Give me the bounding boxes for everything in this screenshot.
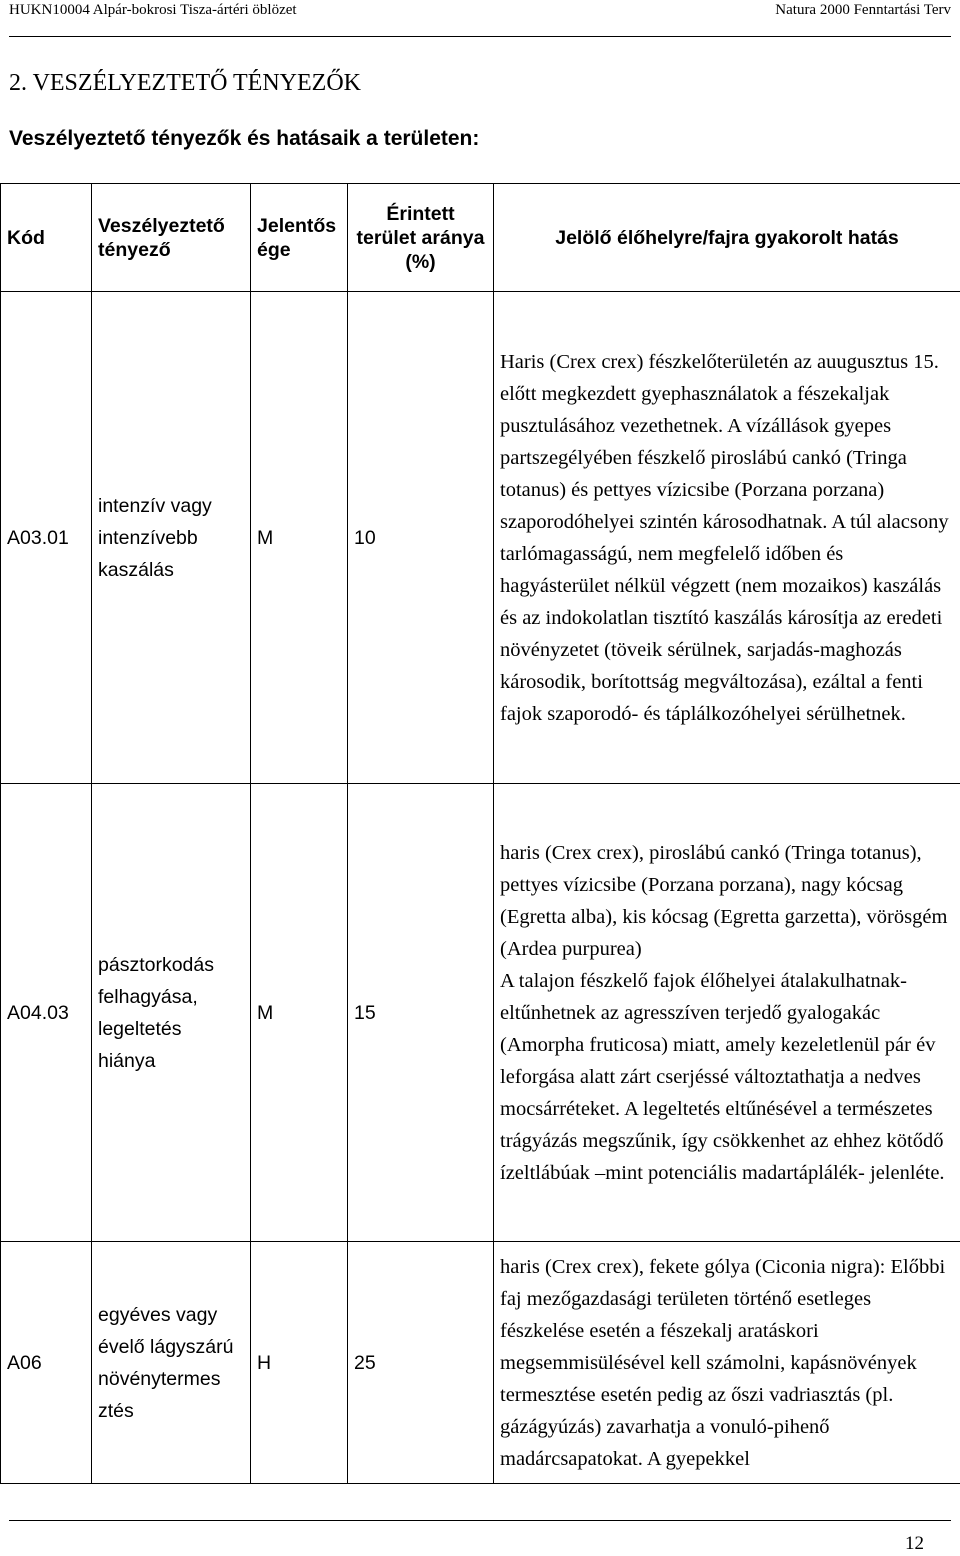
- table-row: [1, 1242, 960, 1484]
- row-factor: pásztorkodás felhagyása, legeltetés hiánya: [92, 784, 251, 1242]
- col-header-significance: Jelentős ége: [251, 184, 348, 292]
- table-row: [1, 784, 960, 1242]
- row-impact: haris (Crex crex), piroslábú cankó (Tringa totanus), pettyes vízicsibe (Porzana porzana), nagy kócsag (Egretta alba), kis kócsag (Egretta garzetta), vörösgém (Ardea purpurea) A talajon fészkelő fajok élőhelyei átalakulhatnak-eltűnhetnek az agresszíven terjedő gyalogakác (Amorpha fruticosa) miatt, amely kezeletlenül pár év leforgása alatt zárt cserjéssé változtathatja a nedves mocsárréteket. A legeltetés eltűnésével a természetes trágyázás megszűnik, így csökkenhet az ehhez kötődő ízeltlábúak –mint potenciális madartáplálék- jelenléte.: [494, 784, 960, 1242]
- section-title: 2. VESZÉLYEZTETŐ TÉNYEZŐK: [9, 70, 361, 96]
- col-header-area: Érintett terület aránya (%): [348, 184, 494, 292]
- header-left-title: HUKN10004 Alpár-bokrosi Tisza-ártéri öblözet: [9, 2, 297, 18]
- section-subtitle: Veszélyeztető tényezők és hatásaik a területen:: [9, 127, 480, 150]
- col-header-code: Kód: [1, 184, 92, 292]
- col-header-impact: Jelölő élőhelyre/fajra gyakorolt hatás: [494, 184, 960, 292]
- row-code: A06: [1, 1242, 92, 1484]
- row-code: A03.01: [1, 292, 92, 784]
- row-factor: intenzív vagy intenzívebb kaszálás: [92, 292, 251, 784]
- row-code: A04.03: [1, 784, 92, 1242]
- table-row: [1, 292, 960, 784]
- row-area: 25: [348, 1242, 494, 1484]
- row-factor: egyéves vagy évelő lágyszárú növénytermes ztés: [92, 1242, 251, 1484]
- header-right-title: Natura 2000 Fenntartási Terv: [775, 2, 951, 18]
- row-area: 15: [348, 784, 494, 1242]
- threats-table: [0, 183, 960, 1484]
- row-impact: haris (Crex crex), fekete gólya (Ciconia nigra): Előbbi faj mezőgazdasági területen történő esetleges fészkelése esetén a fészekalj aratáskori megsemmisülésével kell számolni, kapásnövények termesztése esetén pedig az őszi vadriasztás (pl. gázágyúzás) zavarhatja a vonuló-pihenő madárcsapatokat. A gyepekkel: [494, 1242, 960, 1484]
- row-significance: H: [251, 1242, 348, 1484]
- row-impact: Haris (Crex crex) fészkelőterületén az auugusztus 15. előtt megkezdett gyephasználatok a fészekaljak pusztulásához vezethetnek. A vízállások gyepes partszegélyében fészkelő piroslábú cankó (Tringa totanus) és pettyes vízicsibe (Porzana porzana) szaporodóhelyei szintén károsodhatnak. A túl alacsony tarlómagasságú, nem megfelelő időben és hagyásterület nélkül végzett (nem mozaikos) kaszálás és az indokolatlan tisztító kaszálás károsítja az eredeti növényzetet (töveik sérülnek, sarjadás-maghozás károsodik, borítottság megváltozása), ezáltal a fenti fajok szaporodó- és táplálkozóhelyei sérülhetnek.: [494, 292, 960, 784]
- row-significance: M: [251, 784, 348, 1242]
- header-divider: [9, 36, 951, 37]
- footer-divider: [9, 1520, 951, 1521]
- page-header: [9, 0, 951, 30]
- table-header-row: [1, 184, 960, 292]
- page-number: 12: [905, 1533, 924, 1554]
- row-significance: M: [251, 292, 348, 784]
- row-area: 10: [348, 292, 494, 784]
- col-header-factor: Veszélyeztető tényező: [92, 184, 251, 292]
